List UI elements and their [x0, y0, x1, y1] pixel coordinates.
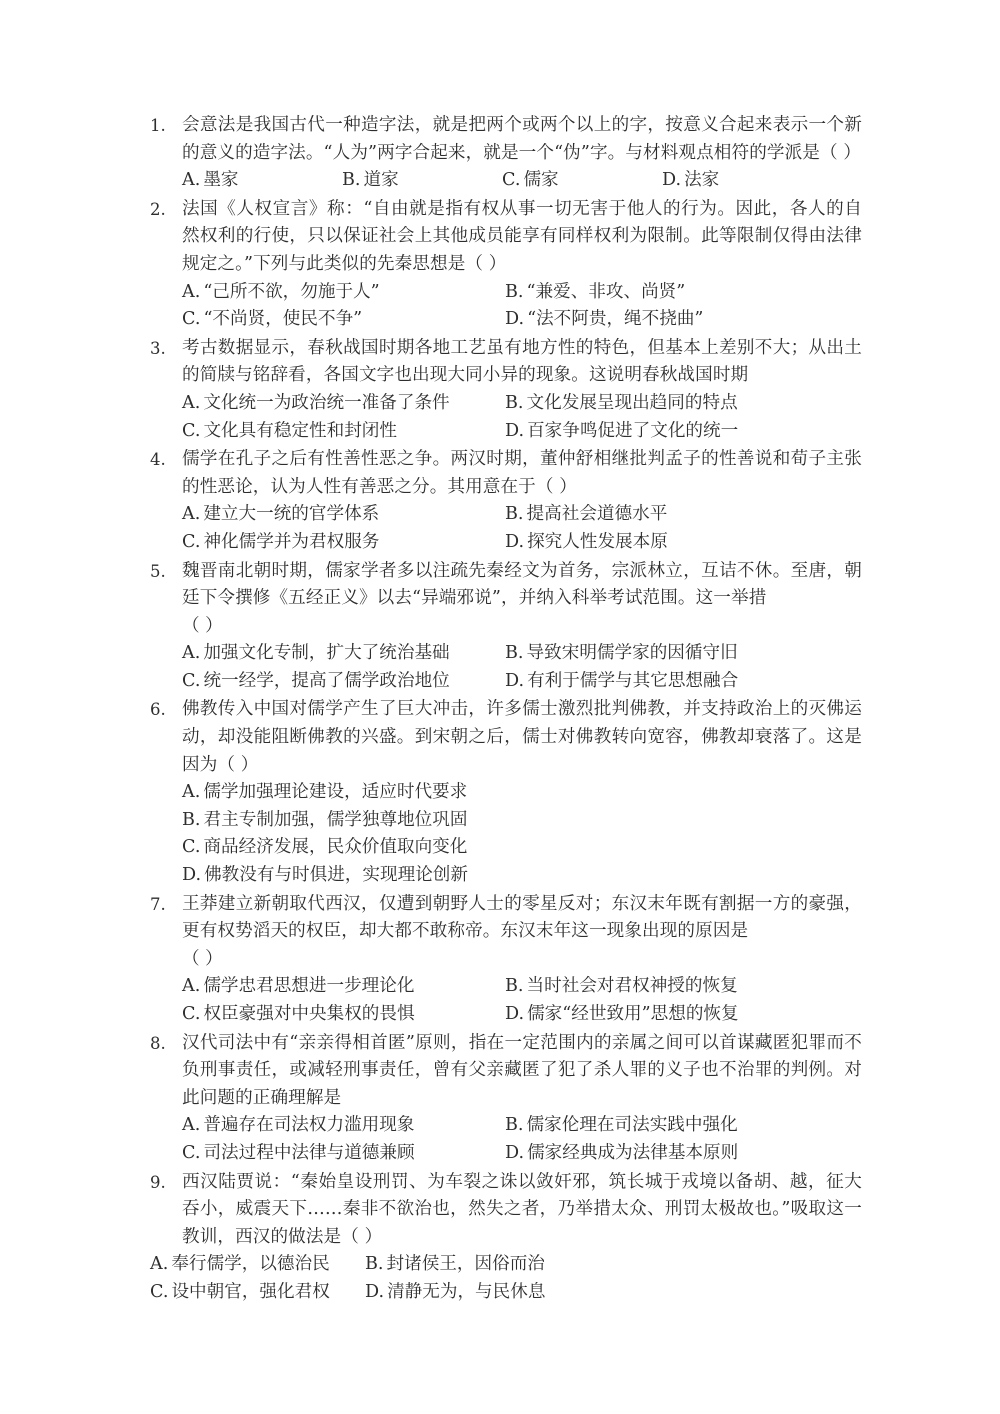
option-text: 儒家伦理在司法实践中强化: [526, 1115, 738, 1136]
option-text: 文化具有稳定性和封闭性: [203, 420, 397, 441]
option-label: C.: [182, 1004, 201, 1024]
option-label: B.: [505, 976, 524, 997]
option-text: “不尚贤，使民不争”: [203, 309, 363, 330]
question-block: [150, 558, 862, 696]
option-choice[interactable]: [505, 1112, 738, 1140]
question-stem: 考古数据显示，春秋战国时期各地工艺虽有地方性的特色，但基本上差别不大；从出土的简牍与铭辞看，各国文字也出现大同小异的现象。这说明春秋战国时期: [182, 337, 862, 386]
option-choice[interactable]: [502, 167, 662, 195]
option-label: D.: [182, 865, 202, 886]
option-label: C.: [182, 531, 201, 552]
question-number: 3.: [150, 338, 166, 358]
option-choice[interactable]: [182, 1112, 505, 1140]
question-stem: 汉代司法中有“亲亲得相首匿”原则，指在一定范围内的亲属之间可以首谋藏匿犯罪而不负刑事责任，或减轻刑事责任，曾有父亲藏匿了犯了杀人罪的义子也不治罪的判例。对此问题的正确理解是: [182, 1032, 862, 1108]
option-group: [182, 1112, 862, 1167]
question-list: [150, 112, 862, 1308]
option-row: [182, 418, 862, 446]
option-choice[interactable]: [365, 1279, 545, 1307]
question-stem: 佛教传入中国对儒学产生了巨大冲击，许多儒士激烈批判佛教，并支持政治上的灭佛运动，却没能阻断佛教的兴盛。到宋朝之后，儒士对佛教转向宽容，佛教却衰落了。这是因为（ ）: [182, 699, 862, 775]
option-choice[interactable]: [182, 668, 505, 696]
question-block: [150, 112, 862, 195]
option-text: 百家争鸣促进了文化的统一: [527, 420, 739, 441]
question-number: 8.: [150, 1033, 166, 1053]
option-label: B.: [505, 392, 524, 413]
option-choice[interactable]: [505, 1001, 739, 1029]
option-label: C.: [150, 1281, 169, 1302]
option-choice[interactable]: [182, 529, 505, 557]
option-choice[interactable]: [505, 668, 738, 696]
question-block: [150, 196, 862, 334]
question-number: 6.: [150, 700, 166, 720]
option-choice[interactable]: [182, 418, 505, 446]
option-label: C.: [182, 420, 201, 441]
option-row: [182, 390, 862, 418]
option-group: [182, 973, 862, 1028]
option-choice[interactable]: [182, 279, 505, 307]
option-row: [182, 1140, 862, 1168]
option-text: 神化儒学并为君权服务: [203, 531, 380, 552]
option-row: [182, 807, 862, 835]
option-text: 加强文化专制，扩大了统治基础: [203, 643, 450, 664]
option-text: 文化统一为政治统一准备了条件: [203, 392, 450, 413]
question-block: [150, 446, 862, 556]
option-label: D.: [505, 309, 525, 330]
question-number: 5.: [150, 561, 166, 581]
option-label: D.: [505, 420, 525, 441]
option-text: 文化发展呈现出趋同的特点: [526, 392, 738, 413]
option-choice[interactable]: [505, 306, 703, 334]
question-block: [150, 891, 862, 1029]
option-text: 儒学加强理论建设，适应时代要求: [203, 782, 468, 803]
question-stem: 法国《人权宣言》称：“自由就是指有权从事一切无害于他人的行为。因此，各人的自然权利的行使，只以保证社会上其他成员能享有同样权利为限制。此等限制仅得由法律规定之。”下列与此类似的先秦思想是（ ）: [182, 198, 862, 274]
option-choice[interactable]: [182, 1001, 505, 1029]
option-choice[interactable]: [182, 306, 505, 334]
option-label: A.: [182, 281, 201, 302]
option-row: [182, 1112, 862, 1140]
option-text: 建立大一统的官学体系: [203, 504, 380, 525]
option-choice[interactable]: [182, 973, 505, 1001]
option-label: D.: [505, 531, 525, 552]
option-text: 墨家: [203, 170, 239, 191]
option-row: [182, 640, 862, 668]
option-label: A.: [182, 643, 201, 664]
option-text: 佛教没有与时俱进，实现理论创新: [204, 865, 468, 886]
question-stem: 西汉陆贾说：“秦始皇设刑罚、为车裂之诛以敛奸邪，筑长城于戎境以备胡、越，征大吞小，威震天下……秦非不欲治也，然失之者，乃举措太众、刑罚太极故也。”吸取这一教训，西汉的做法是（ ）: [182, 1171, 862, 1247]
option-row: [182, 306, 862, 334]
option-choice[interactable]: [505, 640, 738, 668]
question-stem: 儒学在孔子之后有性善性恶之争。两汉时期，董仲舒相继批判孟子的性善说和荀子主张的性恶论，认为人性有善恶之分。其用意在于（ ）: [182, 449, 862, 497]
option-label: A.: [182, 1115, 201, 1136]
option-choice[interactable]: [505, 529, 668, 557]
option-label: D.: [505, 1004, 525, 1024]
question-block: [150, 696, 862, 889]
option-row: [150, 1279, 862, 1307]
answer-blank-parenthesis: （ ）: [182, 615, 223, 636]
option-row: [182, 973, 862, 1001]
option-text: 普遍存在司法权力滥用现象: [203, 1115, 415, 1136]
option-choice[interactable]: [505, 418, 738, 446]
option-label: D.: [505, 670, 525, 691]
option-label: A.: [182, 170, 201, 191]
option-group: [182, 390, 862, 445]
option-text: 奉行儒学，以德治民: [171, 1254, 330, 1275]
option-choice[interactable]: [182, 834, 467, 862]
option-choice[interactable]: [182, 390, 505, 418]
option-text: “兼爱、非攻、尚贤”: [526, 281, 686, 302]
option-choice[interactable]: [150, 1251, 365, 1279]
option-group: [182, 279, 862, 334]
option-choice[interactable]: [182, 1140, 505, 1168]
option-row: [182, 501, 862, 529]
option-choice[interactable]: [505, 501, 667, 529]
question-stem: 魏晋南北朝时期，儒家学者多以注疏先秦经文为首务，宗派林立，互诘不休。至唐，朝廷下令撰修《五经正义》以去“异端邪说”，并纳入科举考试范围。这一举措: [182, 560, 862, 609]
option-group: [182, 167, 862, 195]
option-text: 商品经济发展，民众价值取向变化: [203, 837, 468, 858]
option-label: B.: [365, 1254, 384, 1275]
option-label: B.: [182, 809, 201, 830]
option-row: [182, 668, 862, 696]
option-row: [150, 1251, 862, 1279]
option-choice[interactable]: [182, 862, 468, 890]
option-row: [182, 167, 862, 195]
option-choice[interactable]: [182, 779, 467, 807]
question-number: 4.: [150, 450, 166, 470]
option-label: A.: [182, 504, 201, 525]
option-choice[interactable]: [182, 167, 342, 195]
option-text: “法不阿贵，绳不挠曲”: [527, 309, 704, 330]
option-text: 权臣豪强对中央集权的畏惧: [203, 1004, 415, 1024]
option-text: 清静无为，与民休息: [387, 1281, 546, 1302]
option-text: 儒学忠君思想进一步理论化: [203, 976, 415, 997]
option-text: 儒家“经世致用”思想的恢复: [527, 1004, 739, 1024]
question-number: 9.: [150, 1172, 166, 1192]
option-label: C.: [182, 1142, 201, 1163]
question-stem: 会意法是我国古代一种造字法，就是把两个或两个以上的字，按意义合起来表示一个新的意义的造字法。“人为”两字合起来，就是一个“伪”字。与材料观点相符的学派是（ ）: [182, 115, 862, 163]
option-label: A.: [182, 976, 201, 997]
option-text: 当时社会对君权神授的恢复: [526, 976, 738, 997]
option-label: A.: [182, 392, 201, 413]
option-text: 君主专制加强，儒学独尊地位巩固: [203, 809, 468, 830]
option-label: D.: [365, 1281, 385, 1302]
option-text: 儒家经典成为法律基本原则: [527, 1142, 739, 1163]
option-text: 封诸侯王，因俗而治: [386, 1254, 545, 1275]
option-label: B.: [342, 170, 361, 191]
option-label: B.: [505, 1115, 524, 1136]
option-row: [182, 834, 862, 862]
question-block: [150, 1169, 862, 1307]
option-text: 提高社会道德水平: [526, 504, 668, 525]
option-choice[interactable]: [342, 167, 502, 195]
option-text: 导致宋明儒学家的因循守旧: [526, 643, 738, 664]
option-row: [182, 279, 862, 307]
option-choice[interactable]: [182, 807, 467, 835]
option-label: D.: [662, 170, 682, 191]
option-choice[interactable]: [505, 1140, 738, 1168]
option-text: 有利于儒学与其它思想融合: [527, 670, 739, 691]
option-row: [182, 529, 862, 557]
option-group: [182, 779, 862, 889]
option-choice[interactable]: [505, 973, 738, 1001]
question-number: 7.: [150, 894, 166, 914]
option-label: C.: [502, 170, 521, 191]
option-text: 法家: [684, 170, 720, 191]
option-text: 司法过程中法律与道德兼顾: [203, 1142, 415, 1163]
option-text: 探究人性发展本原: [527, 531, 668, 552]
question-block: [150, 1030, 862, 1168]
option-choice[interactable]: [662, 167, 719, 195]
question-number: 1.: [150, 116, 166, 135]
option-group: [150, 1251, 862, 1306]
option-row: [182, 1001, 862, 1029]
question-stem: 王莽建立新朝取代西汉，仅遭到朝野人士的零星反对；东汉末年既有割据一方的豪强，更有权势滔天的权臣，却大都不敢称帝。东汉末年这一现象出现的原因是: [182, 893, 862, 942]
option-choice[interactable]: [182, 501, 505, 529]
option-choice[interactable]: [505, 390, 738, 418]
option-label: B.: [505, 643, 524, 664]
option-label: C.: [182, 670, 201, 691]
option-label: B.: [505, 504, 524, 525]
option-group: [182, 640, 862, 695]
option-choice[interactable]: [150, 1279, 365, 1307]
option-choice[interactable]: [182, 640, 505, 668]
option-label: D.: [505, 1142, 525, 1163]
option-group: [182, 501, 862, 556]
option-row: [182, 862, 862, 890]
option-label: A.: [150, 1254, 169, 1275]
option-choice[interactable]: [505, 279, 685, 307]
option-row: [182, 779, 862, 807]
option-text: 儒家: [523, 170, 559, 191]
option-label: C.: [182, 309, 201, 330]
option-choice[interactable]: [365, 1251, 545, 1279]
answer-blank-parenthesis: （ ）: [182, 948, 223, 969]
question-block: [150, 335, 862, 445]
option-label: B.: [505, 281, 524, 302]
option-label: A.: [182, 782, 201, 803]
question-number: 2.: [150, 199, 166, 219]
option-text: “己所不欲，勿施于人”: [203, 281, 380, 302]
option-text: 设中朝官，强化君权: [171, 1281, 330, 1302]
option-label: C.: [182, 837, 201, 858]
option-text: 道家: [363, 170, 399, 191]
option-text: 统一经学，提高了儒学政治地位: [203, 670, 450, 691]
